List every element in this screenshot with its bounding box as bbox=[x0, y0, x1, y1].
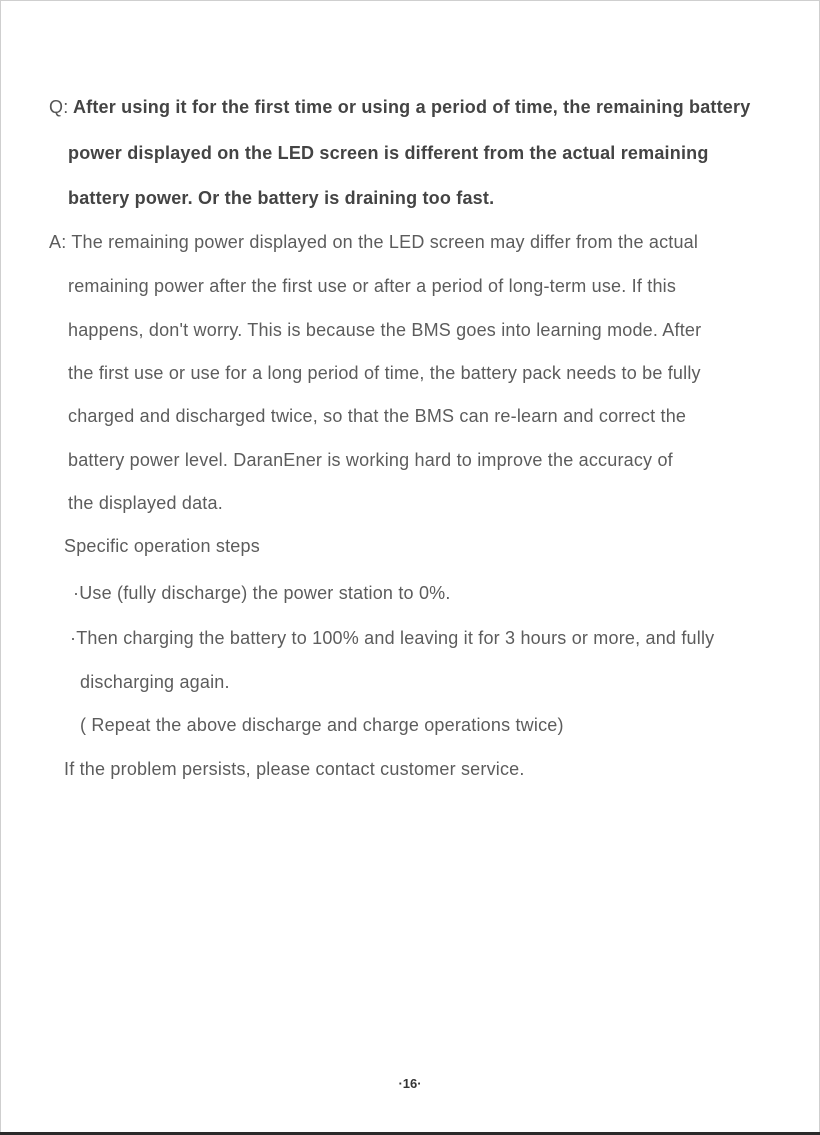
question-prefix: Q: bbox=[49, 97, 69, 117]
repeat-note: ( Repeat the above discharge and charge operations twice) bbox=[80, 715, 564, 735]
closing-note: If the problem persists, please contact customer service. bbox=[64, 759, 525, 779]
answer-line-4: the first use or use for a long period of time, the battery pack needs to be fully bbox=[68, 363, 701, 383]
answer-line-7: the displayed data. bbox=[68, 493, 223, 513]
answer-prefix: A: bbox=[49, 232, 67, 252]
question-line-1 bbox=[49, 96, 750, 118]
step-2-line-1: ·Then charging the battery to 100% and leaving it for 3 hours or more, and fully bbox=[70, 628, 715, 648]
question-line-2: power displayed on the LED screen is different from the actual remaining bbox=[68, 143, 709, 163]
question-line-3: battery power. Or the battery is draining too fast. bbox=[68, 188, 495, 208]
steps-heading: Specific operation steps bbox=[64, 536, 260, 556]
answer-line-1 bbox=[49, 231, 698, 253]
answer-line-3: happens, don't worry. This is because the BMS goes into learning mode. After bbox=[68, 320, 702, 340]
answer-line-6: battery power level. DaranEner is working hard to improve the accuracy of bbox=[68, 450, 673, 470]
page-number: ·16· bbox=[398, 1076, 422, 1091]
step-2-line-2: discharging again. bbox=[80, 672, 230, 692]
question-text-1: After using it for the first time or using a period of time, the remaining battery bbox=[72, 97, 751, 117]
step-1: ·Use (fully discharge) the power station to 0%. bbox=[73, 583, 451, 603]
answer-line-2: remaining power after the first use or after a period of long-term use. If this bbox=[68, 276, 677, 296]
answer-line-5: charged and discharged twice, so that the BMS can re-learn and correct the bbox=[68, 406, 687, 426]
answer-text-1: The remaining power displayed on the LED screen may differ from the actual bbox=[71, 232, 699, 252]
